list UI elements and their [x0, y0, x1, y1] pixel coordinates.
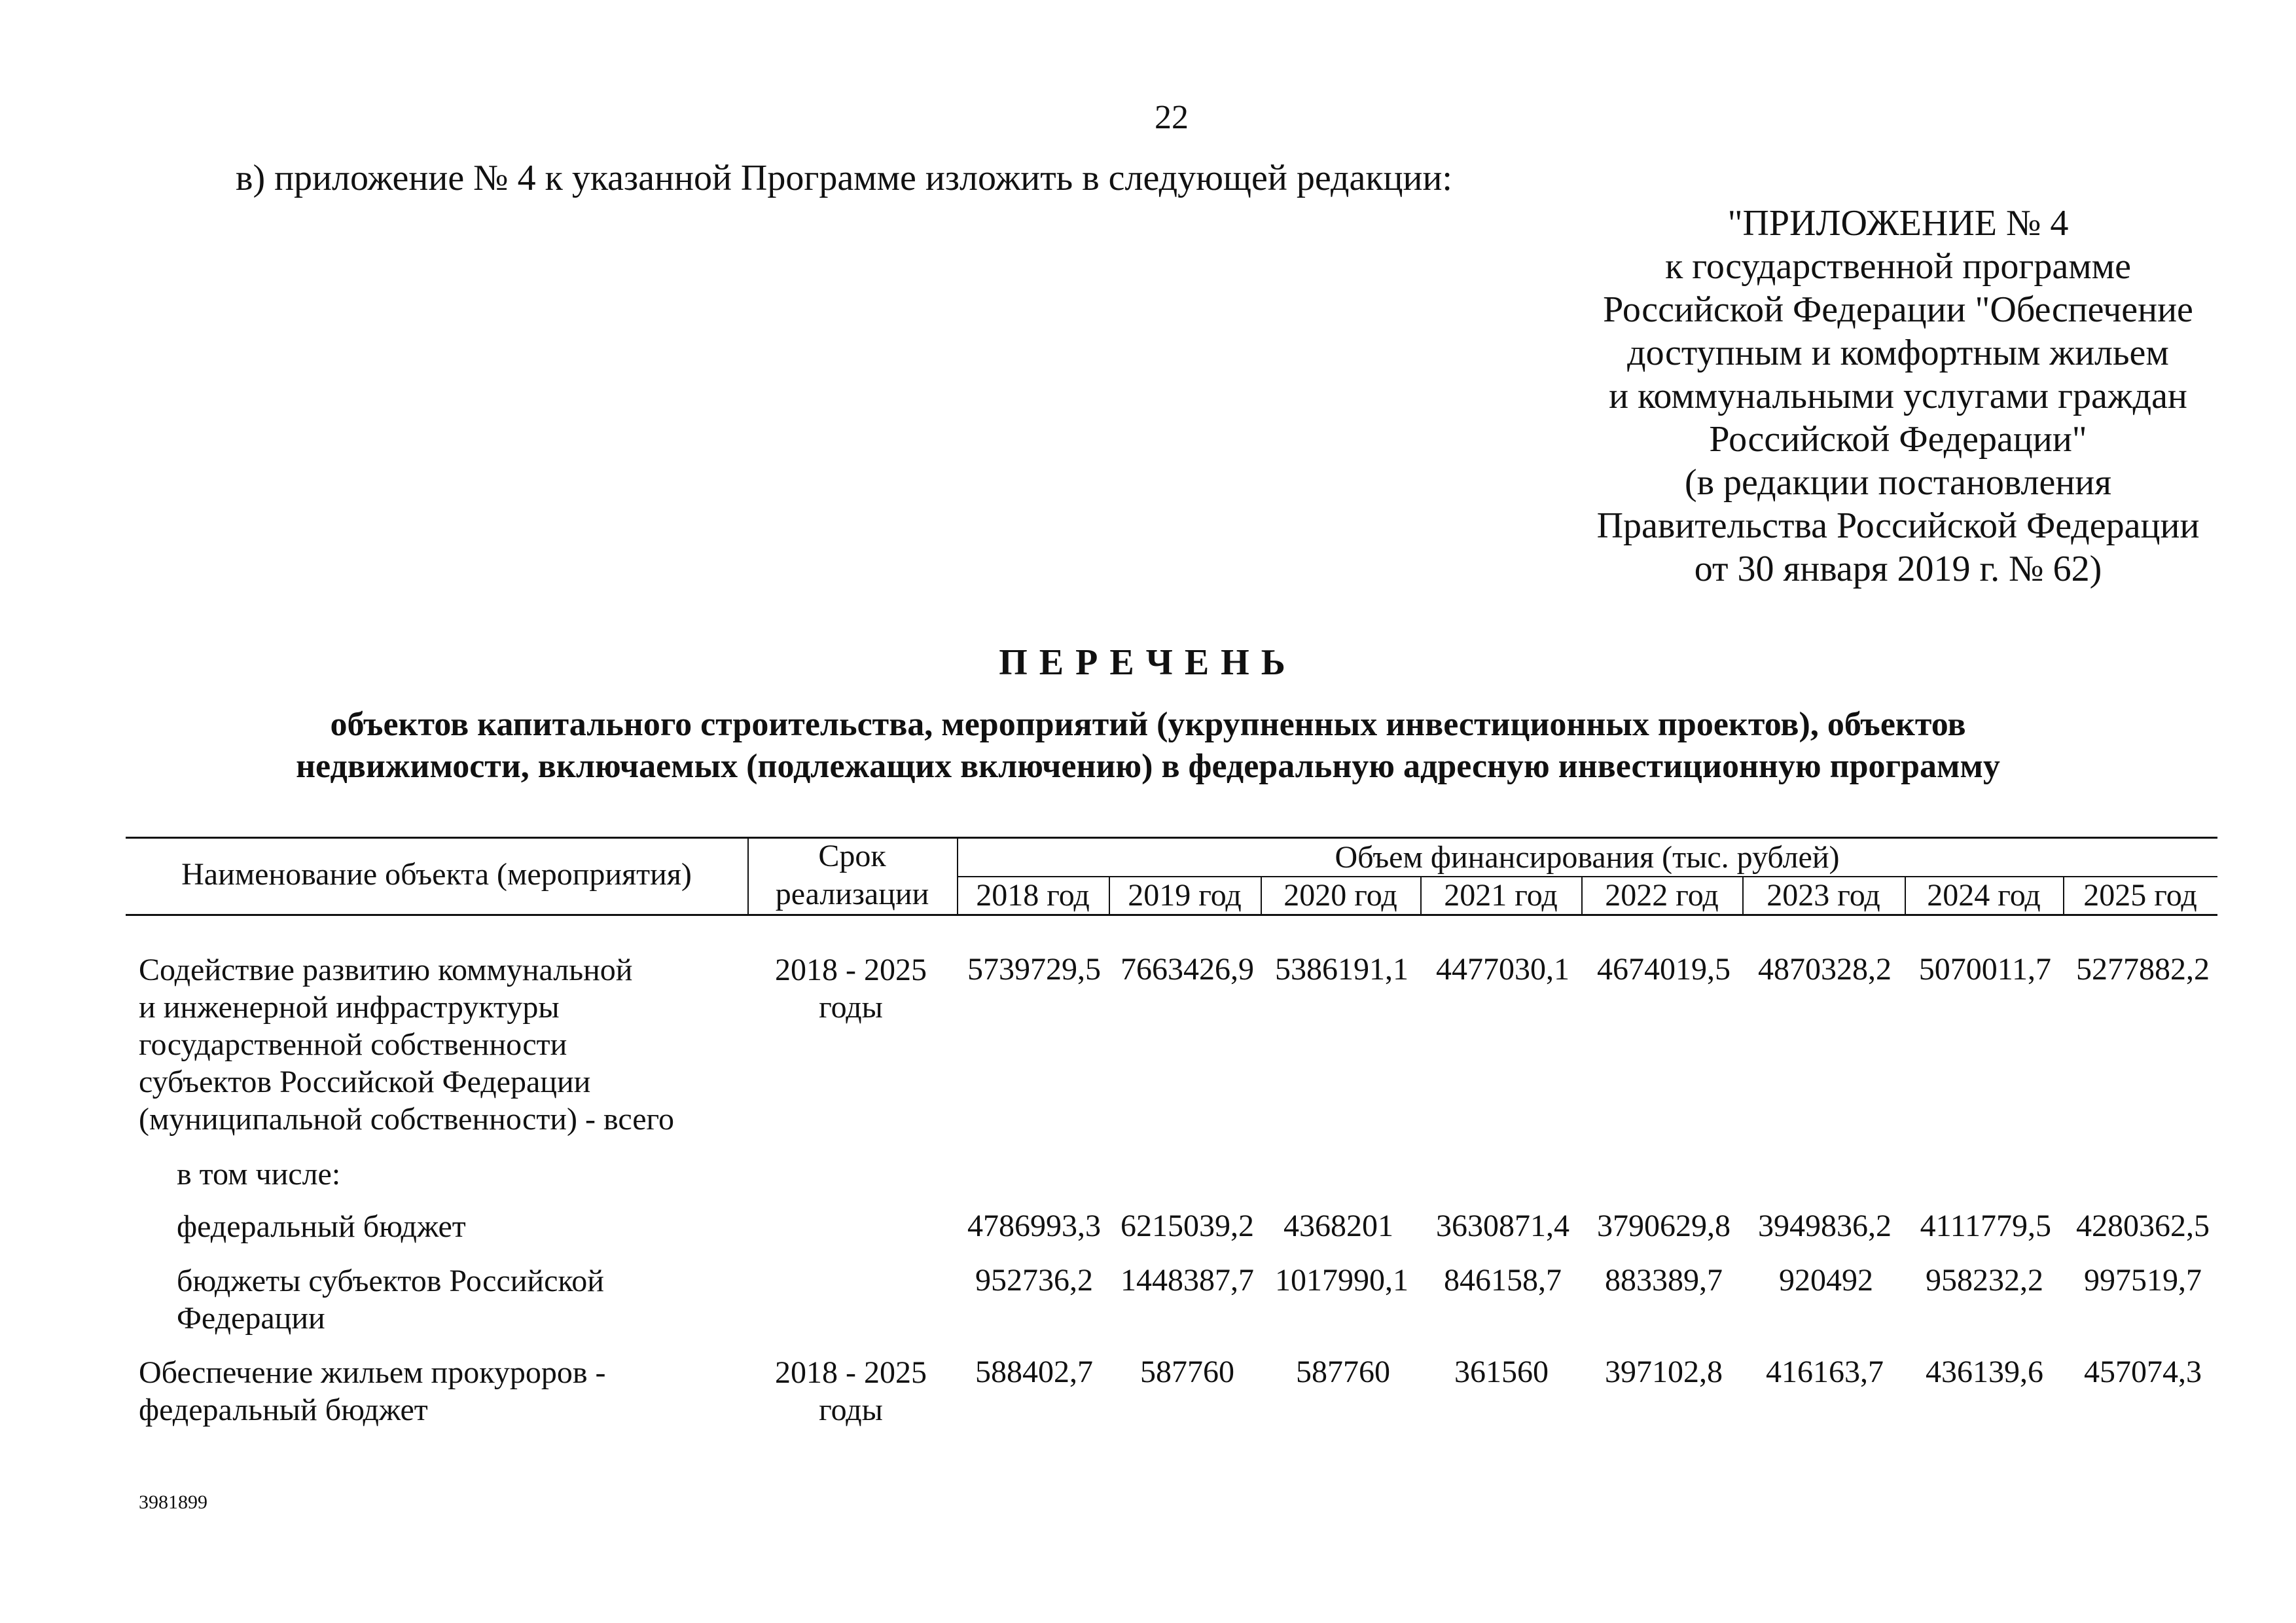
- appendix-line: доступным и комфортным жильем: [1627, 333, 2169, 373]
- cell-2025: 5277882,2: [2076, 952, 2210, 987]
- cell-2020: 5386191,1: [1275, 952, 1408, 987]
- cell-2023: 4870328,2: [1758, 952, 1892, 987]
- appendix-line: Правительства Российской Федерации: [1596, 505, 2200, 546]
- row-name: в том числе:: [177, 1157, 341, 1192]
- header-year-2018: 2018 год: [976, 878, 1090, 913]
- row-period: 2018 - 2025 годы: [775, 953, 927, 1025]
- cell-2021: 4477030,1: [1436, 952, 1570, 987]
- header-year-2019: 2019 год: [1128, 878, 1242, 913]
- appendix-line: от 30 января 2019 г. № 62): [1694, 549, 2102, 589]
- cell-2020: 1017990,1: [1275, 1263, 1408, 1298]
- cell-2024: 4111779,5: [1920, 1209, 2051, 1243]
- header-year-2025: 2025 год: [2083, 878, 2197, 913]
- cell-2022: 883389,7: [1605, 1263, 1723, 1298]
- cell-2022: 4674019,5: [1597, 952, 1731, 987]
- document-code: 3981899: [139, 1491, 207, 1513]
- cell-2019: 6215039,2: [1121, 1209, 1254, 1243]
- header-year-2021: 2021 год: [1444, 878, 1558, 913]
- table-header-bottom-rule: [126, 914, 2217, 916]
- appendix-stamp: [1479, 202, 2296, 591]
- cell-2020: 587760: [1296, 1355, 1390, 1389]
- appendix-line: (в редакции постановления: [1684, 462, 2112, 503]
- header-period-line1: Срок: [818, 839, 886, 873]
- cell-2023: 920492: [1779, 1263, 1873, 1298]
- cell-2018: 952736,2: [975, 1263, 1093, 1298]
- cell-2020: 4368201: [1283, 1209, 1393, 1243]
- subtitle-line: недвижимости, включаемых (подлежащих включению) в федеральную адресную инвестиционную программу: [296, 748, 2000, 785]
- table-top-rule: [126, 837, 2217, 839]
- cell-2025: 997519,7: [2084, 1263, 2202, 1298]
- row-name: бюджеты субъектов Российской Федерации: [177, 1264, 604, 1336]
- cell-2019: 1448387,7: [1121, 1263, 1254, 1298]
- header-object-name: Наименование объекта (мероприятия): [181, 857, 692, 892]
- row-name: федеральный бюджет: [177, 1209, 466, 1244]
- appendix-line: "ПРИЛОЖЕНИЕ № 4: [1727, 203, 2069, 244]
- row-period: 2018 - 2025 годы: [775, 1355, 927, 1427]
- cell-2022: 397102,8: [1605, 1355, 1723, 1389]
- subtitle-line: объектов капитального строительства, мероприятий (укрупненных инвестиционных проектов), объектов: [330, 706, 1966, 743]
- row-name: Содействие развитию коммунальной и инженерной инфраструктуры государственной собственности субъектов Российской Федерации (муниципальной собственности) - всего: [139, 953, 675, 1137]
- intro-paragraph: в) приложение № 4 к указанной Программе изложить в следующей редакции:: [236, 158, 1452, 198]
- document-title: ПЕРЕЧЕНЬ: [999, 642, 1297, 683]
- header-funding: Объем финансирования (тыс. рублей): [1335, 840, 1840, 875]
- appendix-line: Российской Федерации": [1709, 419, 2087, 460]
- cell-2018: 5739729,5: [967, 952, 1101, 987]
- header-year-2022: 2022 год: [1605, 878, 1719, 913]
- appendix-line: и коммунальными услугами граждан: [1609, 376, 2187, 416]
- header-year-2020: 2020 год: [1283, 878, 1397, 913]
- row-name: Обеспечение жильем прокуроров - федеральный бюджет: [139, 1355, 606, 1427]
- header-year-2023: 2023 год: [1767, 878, 1880, 913]
- cell-2024: 436139,6: [1926, 1355, 2043, 1389]
- cell-2024: 958232,2: [1926, 1263, 2043, 1298]
- appendix-line: к государственной программе: [1665, 246, 2131, 287]
- page-number: 22: [1155, 99, 1189, 136]
- cell-2018: 588402,7: [975, 1355, 1093, 1389]
- cell-2025: 4280362,5: [2076, 1209, 2210, 1243]
- cell-2019: 7663426,9: [1121, 952, 1254, 987]
- cell-2025: 457074,3: [2084, 1355, 2202, 1389]
- header-year-2024: 2024 год: [1927, 878, 2041, 913]
- header-period-line2: реализации: [775, 877, 929, 911]
- cell-2023: 416163,7: [1766, 1355, 1884, 1389]
- cell-2021: 3630871,4: [1436, 1209, 1570, 1243]
- cell-2023: 3949836,2: [1758, 1209, 1892, 1243]
- cell-2024: 5070011,7: [1918, 952, 2051, 987]
- cell-2021: 846158,7: [1444, 1263, 1562, 1298]
- cell-2022: 3790629,8: [1597, 1209, 1731, 1243]
- cell-2021: 361560: [1454, 1355, 1549, 1389]
- cell-2019: 587760: [1140, 1355, 1234, 1389]
- document-subtitle: [131, 704, 2165, 788]
- appendix-line: Российской Федерации "Обеспечение: [1603, 289, 2193, 330]
- cell-2018: 4786993,3: [967, 1209, 1101, 1243]
